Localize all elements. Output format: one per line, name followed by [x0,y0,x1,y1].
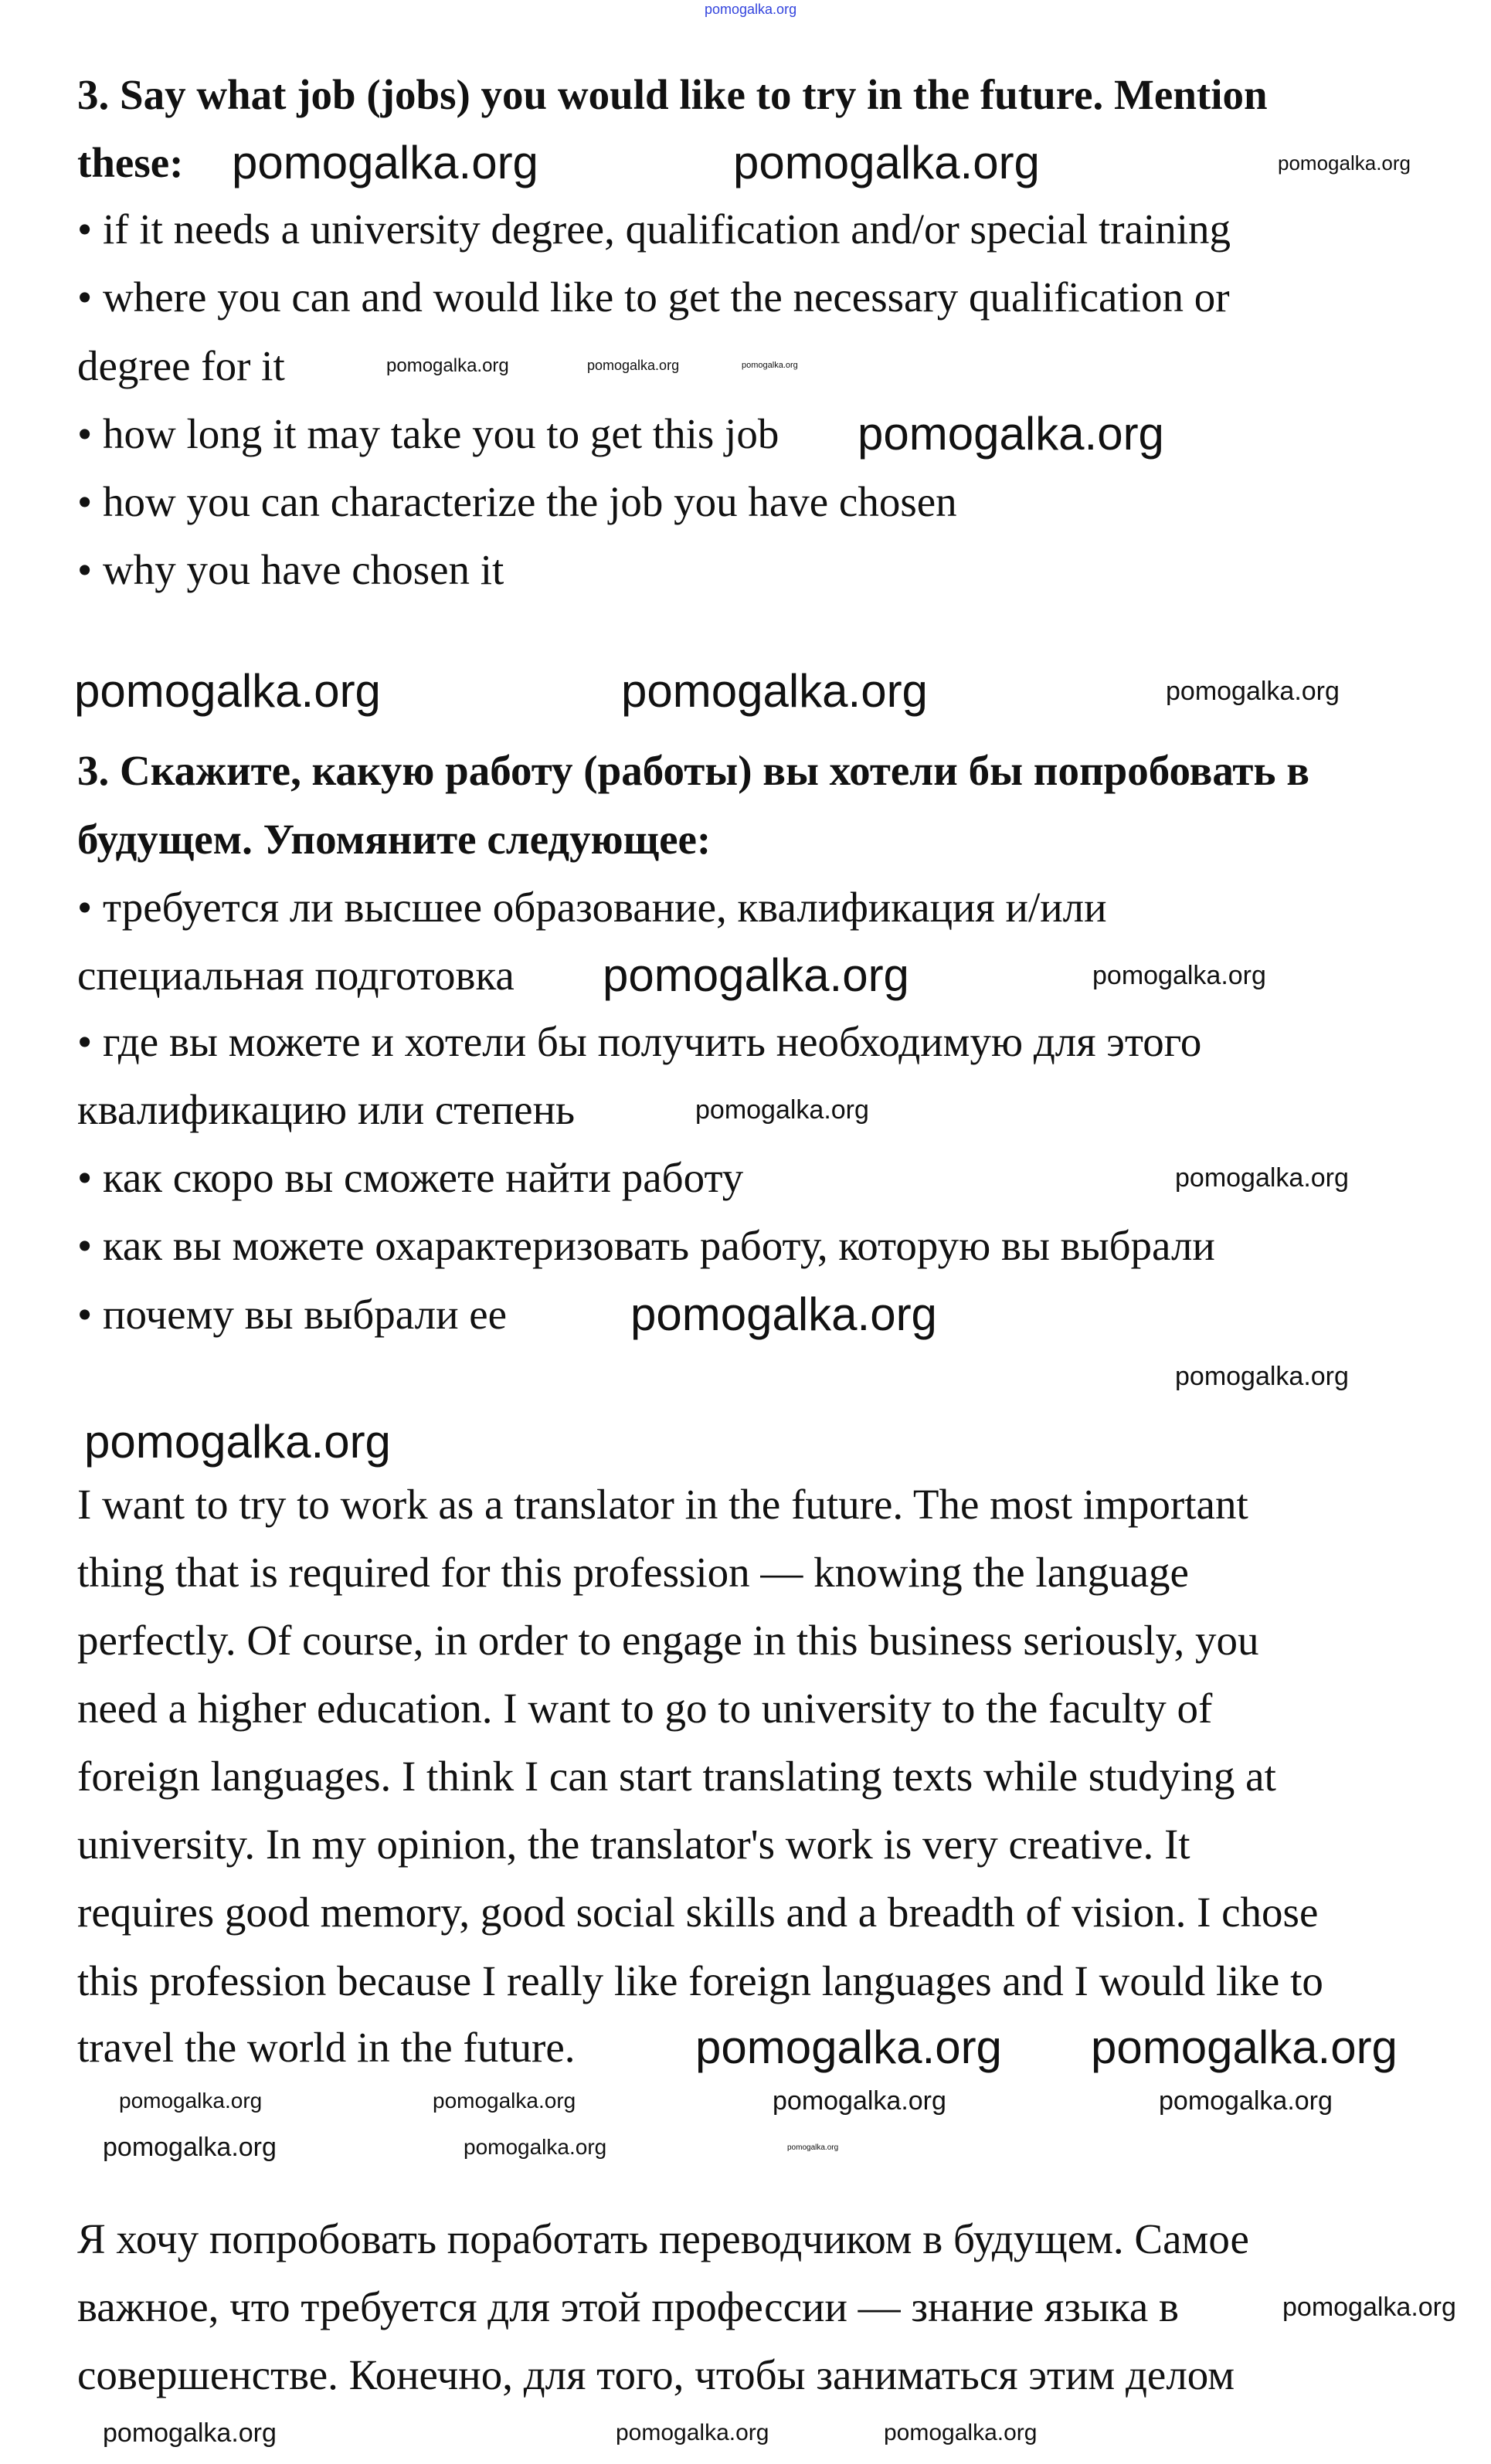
task-title-line: these: [77,139,184,186]
watermark: pomogalka.org [733,137,1040,188]
watermark: pomogalka.org [232,137,538,188]
watermark: pomogalka.org [1091,2021,1398,2073]
watermark: pomogalka.org [621,665,928,717]
watermark: pomogalka.org [884,2420,1038,2445]
task-bullet: • почему вы выбрали ее [77,1291,508,1338]
watermark: pomogalka.org [119,2089,263,2113]
watermark: pomogalka.org [84,1416,391,1468]
answer-line: need a higher education. I want to go to university to the faculty of [77,1685,1213,1732]
watermark: pomogalka.org [742,361,798,370]
watermark: pomogalka.org [1282,2293,1456,2322]
task-bullet: • требуется ли высшее образование, квалификация и/или [77,884,1107,931]
watermark: pomogalka.org [103,2418,277,2448]
watermark: pomogalka.org [464,2135,607,2159]
watermark: pomogalka.org [103,2133,277,2162]
task-bullet: • как вы можете охарактеризовать работу, которую вы выбрали [77,1222,1215,1269]
answer-line: важное, что требуется для этой профессии — знание языка в [77,2283,1179,2330]
task-bullet: квалификацию или степень [77,1086,576,1133]
task-bullet: • как скоро вы сможете найти работу [77,1154,744,1201]
watermark: pomogalka.org [695,1095,869,1125]
task-bullet: • why you have chosen it [77,546,504,593]
task-title-line: будущем. Упомяните следующее: [77,816,712,863]
task-bullet: • how long it may take you to get this job [77,410,779,457]
answer-line: perfectly. Of course, in order to engage in this business seriously, you [77,1617,1259,1664]
answer-line: совершенстве. Конечно, для того, чтобы заниматься этим делом [77,2351,1235,2398]
watermark: pomogalka.org [1278,151,1411,175]
task-bullet: • где вы можете и хотели бы получить необходимую для этого [77,1018,1202,1065]
answer-line: this profession because I really like foreign languages and I would like to [77,1957,1323,2004]
watermark: pomogalka.org [433,2089,576,2113]
answer-line: thing that is required for this profession — knowing the language [77,1549,1189,1596]
answer-line: I want to try to work as a translator in the future. The most important [77,1481,1248,1528]
task-bullet: degree for it [77,342,285,389]
watermark: pomogalka.org [705,2,797,17]
watermark: pomogalka.org [773,2086,946,2116]
watermark: pomogalka.org [616,2420,769,2445]
watermark: pomogalka.org [1092,961,1266,990]
answer-line: Я хочу попробовать поработать переводчиком в будущем. Самое [77,2215,1249,2262]
watermark: pomogalka.org [695,2021,1002,2073]
answer-line: foreign languages. I think I can start translating texts while studying at [77,1753,1276,1800]
answer-line: travel the world in the future. [77,2024,576,2071]
task-title-line: 3. Скажите, какую работу (работы) вы хотели бы попробовать в [77,747,1309,794]
task-bullet: специальная подготовка [77,952,515,999]
watermark: pomogalka.org [1159,2086,1333,2116]
watermark: pomogalka.org [587,358,680,373]
watermark: pomogalka.org [858,408,1164,460]
answer-line: university. In my opinion, the translator's work is very creative. It [77,1821,1190,1868]
watermark: pomogalka.org [74,665,381,717]
watermark: pomogalka.org [630,1288,937,1340]
task-bullet: • where you can and would like to get the necessary qualification or [77,273,1230,321]
task-bullet: • how you can characterize the job you have chosen [77,478,957,525]
task-title-line: 3. Say what job (jobs) you would like to try in the future. Mention [77,71,1268,118]
answer-line: requires good memory, good social skills and a breadth of vision. I chose [77,1889,1319,1936]
watermark: pomogalka.org [603,949,909,1001]
watermark: pomogalka.org [787,2143,839,2152]
watermark: pomogalka.org [1175,1163,1349,1193]
watermark: pomogalka.org [386,355,509,376]
watermark: pomogalka.org [1175,1362,1349,1391]
task-bullet: • if it needs a university degree, qualification and/or special training [77,205,1231,253]
watermark: pomogalka.org [1166,677,1340,706]
